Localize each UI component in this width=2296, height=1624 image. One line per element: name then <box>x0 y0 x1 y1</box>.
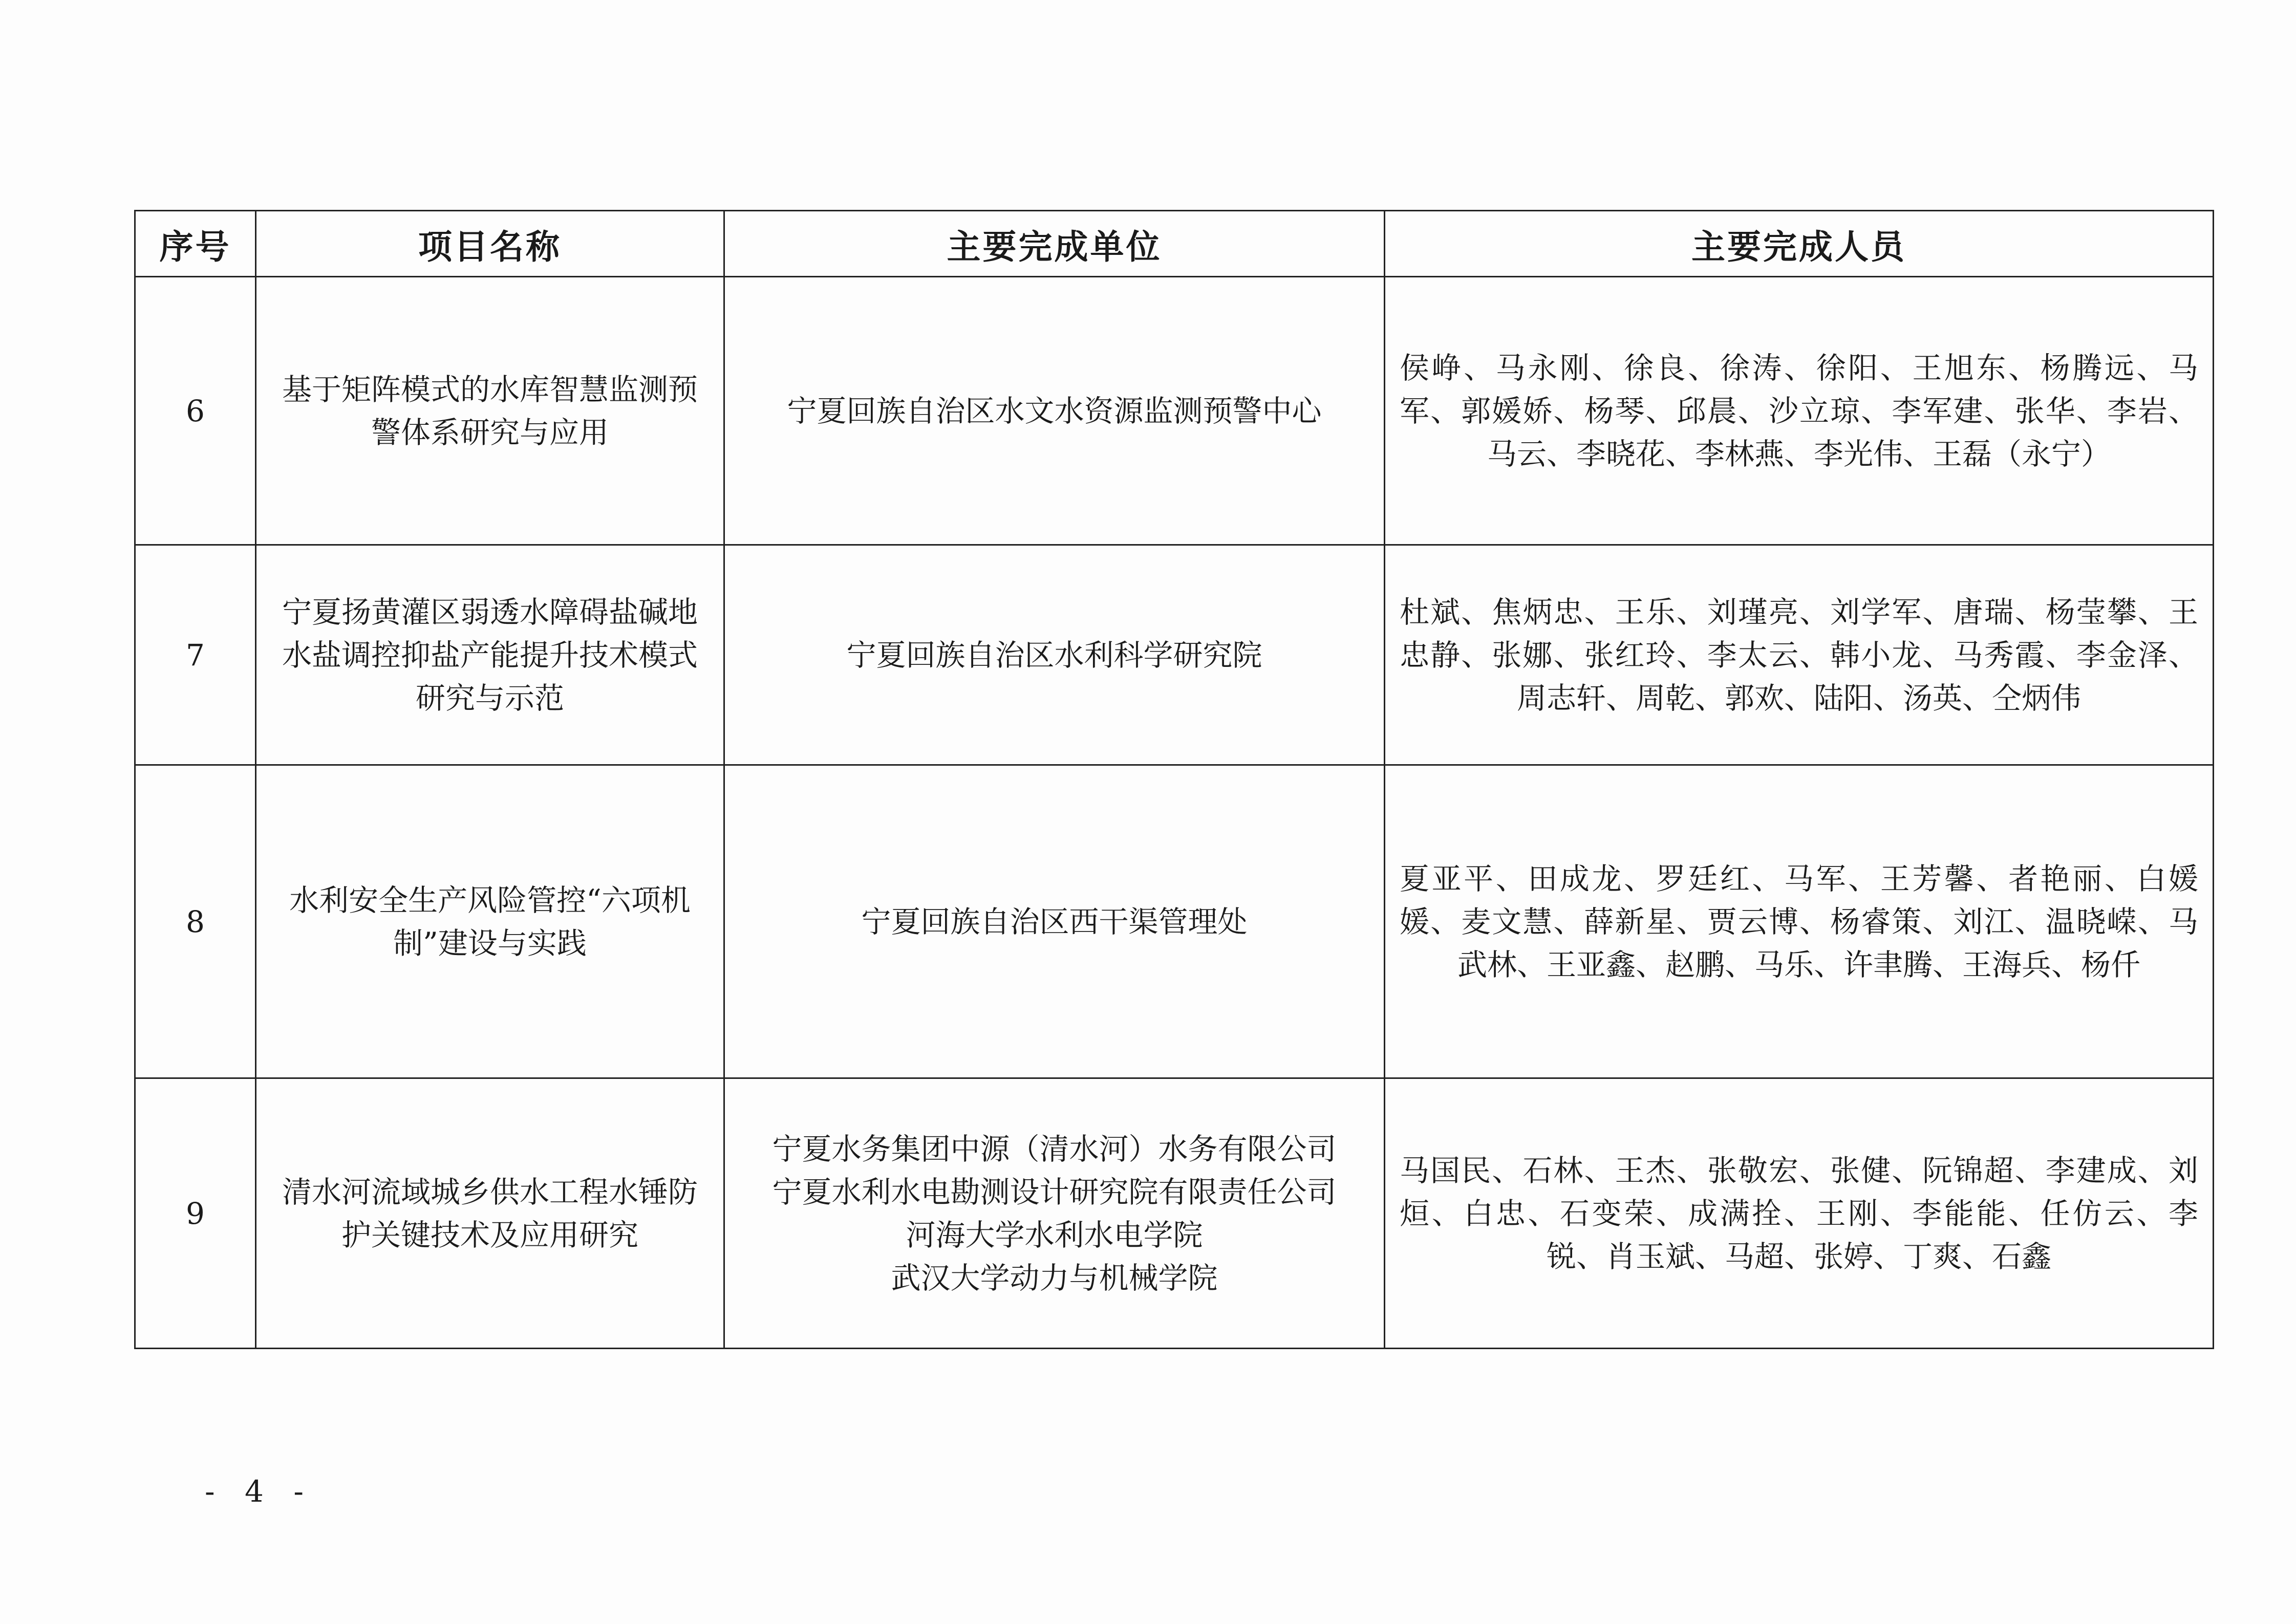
unit-line: 宁夏水利水电勘测设计研究院有限责任公司 <box>772 1174 1337 1209</box>
unit-line: 宁夏回族自治区西干渠管理处 <box>861 904 1248 939</box>
unit-line: 宁夏回族自治区水文水资源监测预警中心 <box>787 393 1322 428</box>
row-people: 夏亚平、田成龙、罗廷红、马军、王芳馨、者艳丽、白媛媛、麦文慧、薛新星、贾云博、杨睿策、刘江、温晓嵘、马武林、王亚鑫、赵鹏、马乐、许聿腾、王海兵、杨仟 <box>1385 765 2214 1078</box>
row-project-name: 清水河流域城乡供水工程水锤防护关键技术及应用研究 <box>256 1078 724 1349</box>
award-table <box>134 210 2214 1349</box>
table-row <box>135 277 2214 545</box>
row-units <box>724 1078 1385 1349</box>
page-number: - 4 - <box>205 1474 314 1509</box>
row-people: 侯峥、马永刚、徐良、徐涛、徐阳、王旭东、杨腾远、马军、郭媛娇、杨琴、邱晨、沙立琼、李军建、张华、李岩、马云、李晓花、李林燕、李光伟、王磊（永宁） <box>1385 277 2214 545</box>
row-project-name: 水利安全生产风险管控“六项机制”建设与实践 <box>256 765 724 1078</box>
unit-line: 武汉大学动力与机械学院 <box>891 1260 1218 1295</box>
table-row <box>135 765 2214 1078</box>
unit-line: 宁夏回族自治区水利科学研究院 <box>846 637 1262 673</box>
row-seq: 7 <box>135 545 256 765</box>
row-project-name: 宁夏扬黄灌区弱透水障碍盐碱地水盐调控抑盐产能提升技术模式研究与示范 <box>256 545 724 765</box>
header-units: 主要完成单位 <box>724 211 1385 277</box>
header-project-name: 项目名称 <box>256 211 724 277</box>
row-people: 杜斌、焦炳忠、王乐、刘瑾亮、刘学军、唐瑞、杨莹攀、王忠静、张娜、张红玲、李太云、韩小龙、马秀霞、李金泽、周志轩、周乾、郭欢、陆阳、汤英、仝炳伟 <box>1385 545 2214 765</box>
table-row <box>135 1078 2214 1349</box>
header-people: 主要完成人员 <box>1385 211 2214 277</box>
table-header-row <box>135 211 2214 277</box>
row-units <box>724 765 1385 1078</box>
unit-line: 宁夏水务集团中源（清水河）水务有限公司 <box>772 1131 1337 1166</box>
table-row <box>135 545 2214 765</box>
row-seq: 6 <box>135 277 256 545</box>
row-project-name: 基于矩阵模式的水库智慧监测预警体系研究与应用 <box>256 277 724 545</box>
row-people: 马国民、石林、王杰、张敬宏、张健、阮锦超、李建成、刘烜、白忠、石变荣、成满拴、王刚、李能能、任仿云、李锐、肖玉斌、马超、张婷、丁爽、石鑫 <box>1385 1078 2214 1349</box>
row-seq: 8 <box>135 765 256 1078</box>
unit-line: 河海大学水利水电学院 <box>906 1217 1203 1252</box>
row-units <box>724 545 1385 765</box>
header-seq: 序号 <box>135 211 256 277</box>
row-units <box>724 277 1385 545</box>
row-seq: 9 <box>135 1078 256 1349</box>
